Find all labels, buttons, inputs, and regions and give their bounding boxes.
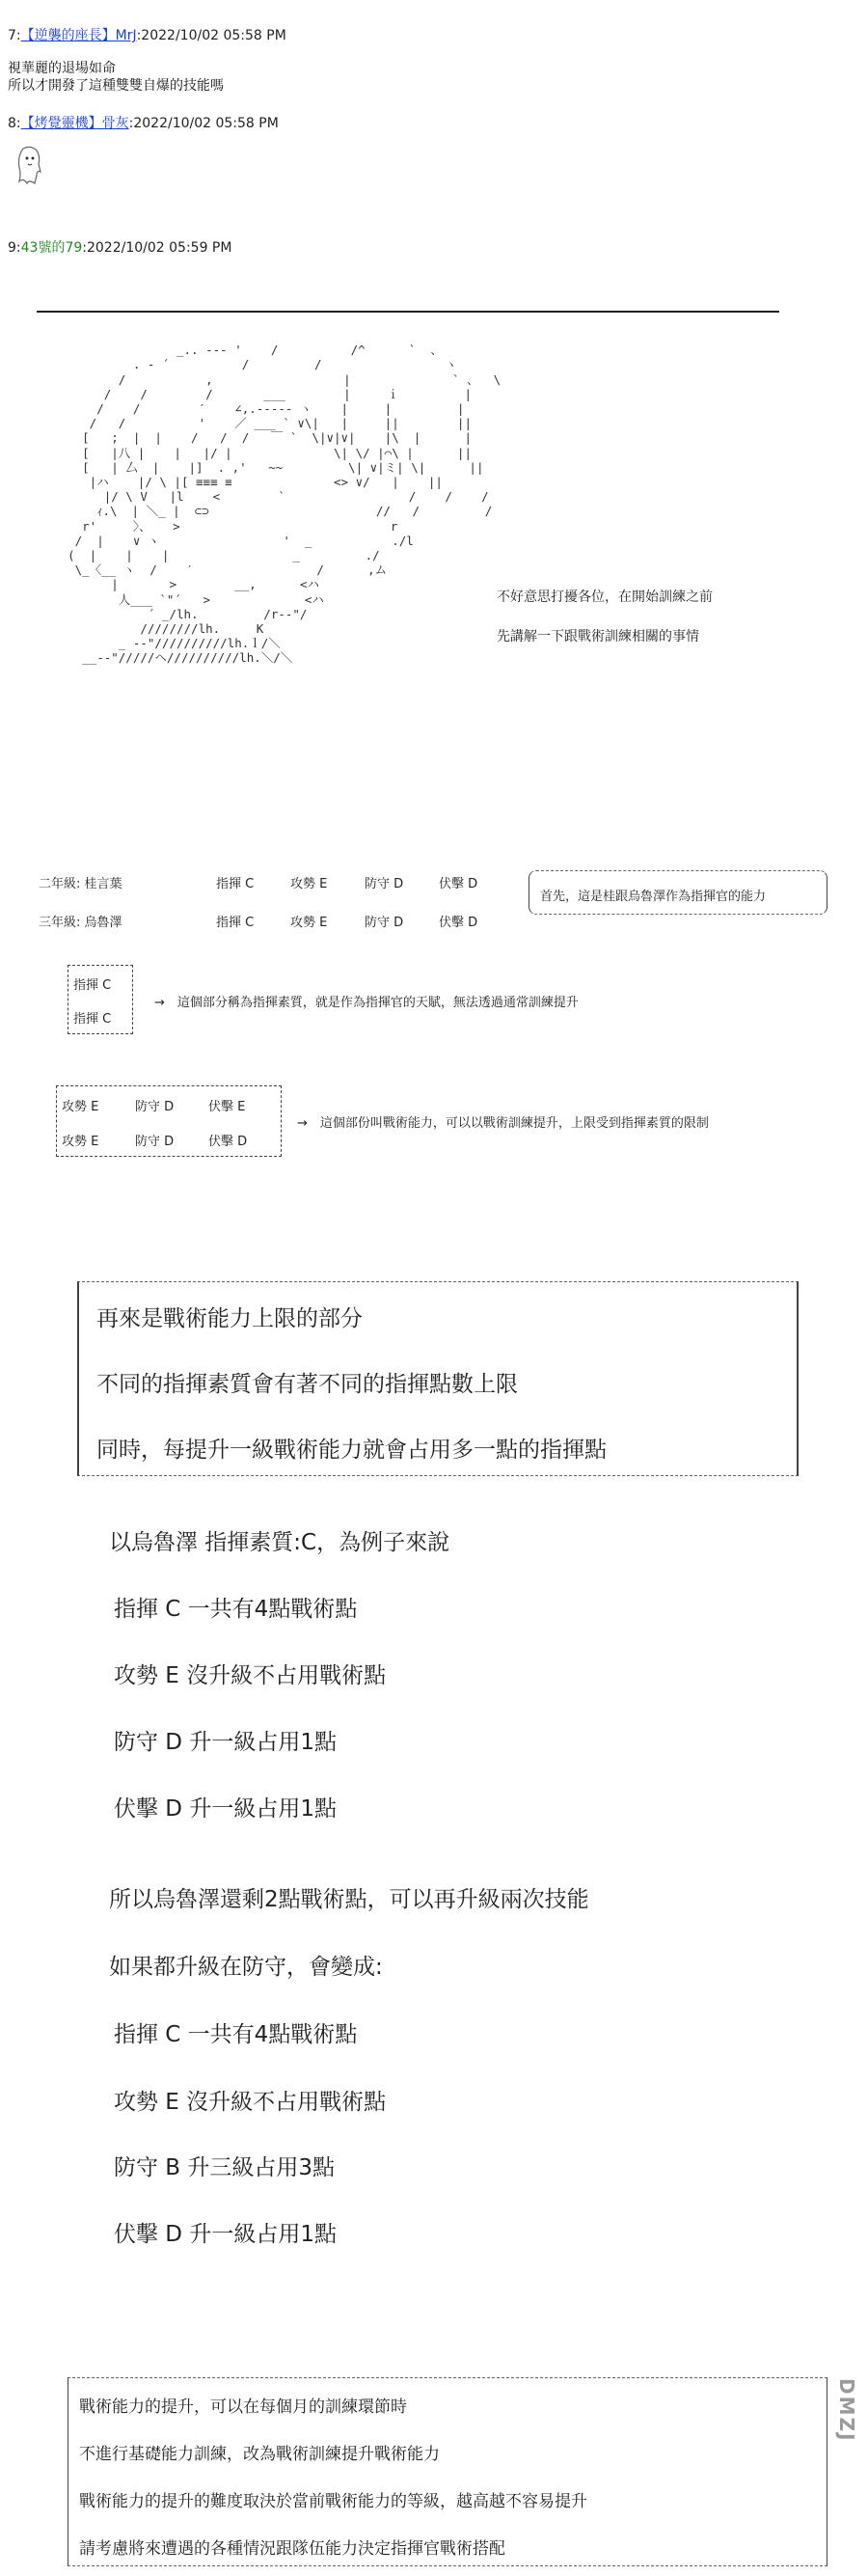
tactic-cell: 攻勢 E <box>62 1100 99 1114</box>
ghost-icon <box>15 145 46 187</box>
mid-line: 所以烏魯澤還剩2點戰術點，可以再升級兩次技能 <box>109 1887 589 1912</box>
tactic-cell: 攻勢 E <box>62 1135 99 1149</box>
mid-line: 如果都升級在防守，會變成: <box>109 1955 383 1980</box>
ascii-art-figure: _.. -‐- ' / /^ ` 、 . ‐ ´ / / ヽ / , | ` 、 \ / / / ___ | ｉ | / / ′ ∠,.-‐--- ヽ | | | / / ' ／ ___ ` ∨\| | || || [ ; | | / / / ￣ ` \|∨|∨| |\ | | [ |八 | | |/ | \| \/ |⌒\ | || [ | 厶 | |] . ,' ~~ \| ∨|ミ| \| || |ハ |/ \ |[ ≡≡≡ ≡ <> ∨/ | || |/ \ V |l < ` / / / ｨ.\ | ＼_ | ⊂⊃ // / / r' 〉、 > r / | ∨ ヽ ' _ ./l ( | | | _ ./ \_〈__ ヽ / ′ / ,ム | > __, <ハ 人___ `"´ > <ハ ´ _/lh. /r--"/ ////////lh. K _ -‐"//////////lh.ｌ/＼ __-‐"/////ヘ//////////lh.＼/＼ <box>68 343 502 666</box>
intro-line: 不好意思打擾各位，在開始訓練之前 <box>497 589 713 605</box>
stats-cmd-1: 指揮 C <box>216 877 255 891</box>
tactic-cell: 防守 D <box>135 1135 175 1149</box>
poster-name-link[interactable]: 【逆襲的座長】MrJ <box>20 28 137 43</box>
example2-line: 伏擊 D 升一級占用1點 <box>114 2222 337 2247</box>
example2-line: 指揮 C 一共有4點戰術點 <box>114 2022 358 2047</box>
post-body-7 <box>8 60 224 95</box>
post-header-9 <box>8 237 231 257</box>
command-note: → 這個部分稱為指揮素質，就是作為指揮官的天賦，無法透過通常訓練提升 <box>154 996 579 1010</box>
post-header-8 <box>8 113 279 132</box>
training-line: 戰術能力的提升，可以在每個月的訓練環節時 <box>79 2398 407 2417</box>
post-number: 8: <box>8 116 21 131</box>
example1-line: 指揮 C 一共有4點戰術點 <box>114 1597 358 1622</box>
stats-rank-2: 三年級: 烏魯澤 <box>39 916 122 930</box>
example2-line: 防守 B 升三級占用3點 <box>114 2155 336 2180</box>
post-line: 視華麗的退場如命 <box>8 61 116 76</box>
tactic-cell: 伏擊 D <box>208 1135 248 1149</box>
example1-line: 伏擊 D 升一級占用1點 <box>114 1796 337 1822</box>
stats-def-1: 防守 D <box>365 877 404 891</box>
training-line: 請考慮將來遭遇的各種情況跟隊伍能力決定指揮官戰術搭配 <box>79 2539 505 2559</box>
stats-rank-1: 二年級: 桂言葉 <box>39 877 122 891</box>
limit-line: 同時，每提升一級戰術能力就會占用多一點的指揮點 <box>96 1438 607 1463</box>
command-box-line: 指揮 C <box>73 978 112 993</box>
site-watermark: DMZJ <box>835 2378 858 2443</box>
example2-line: 攻勢 E 沒升級不占用戰術點 <box>114 2090 387 2115</box>
intro-line: 先講解一下跟戰術訓練相關的事情 <box>497 629 699 644</box>
divider-line <box>37 311 779 313</box>
post-number: 7: <box>8 28 21 43</box>
example-title: 以烏魯澤 指揮素質:C，為例子來說 <box>109 1530 450 1555</box>
tactic-cell: 伏擊 E <box>208 1100 246 1114</box>
command-box-line: 指揮 C <box>73 1012 112 1027</box>
stats-atk-2: 攻勢 E <box>290 916 328 930</box>
example1-line: 防守 D 升一級占用1點 <box>114 1730 337 1755</box>
stats-amb-1: 伏擊 D <box>439 877 478 891</box>
limit-line: 不同的指揮素質會有著不同的指揮點數上限 <box>96 1372 518 1397</box>
poster-name-link[interactable]: 43號的79 <box>20 240 83 256</box>
post-time: :2022/10/02 05:59 PM <box>82 240 232 256</box>
post-line: 所以才開發了這種雙雙自爆的技能嗎 <box>8 78 224 94</box>
training-line: 戰術能力的提升的難度取決於當前戰術能力的等級，越高越不容易提升 <box>79 2492 587 2511</box>
training-line: 不進行基礎能力訓練，改為戰術訓練提升戰術能力 <box>79 2445 440 2464</box>
stats-atk-1: 攻勢 E <box>290 877 328 891</box>
limit-line: 再來是戰術能力上限的部分 <box>96 1306 363 1331</box>
callout-text: 首先，這是桂跟烏魯澤作為指揮官的能力 <box>540 890 767 904</box>
post-time: :2022/10/02 05:58 PM <box>128 116 279 131</box>
poster-name-link[interactable]: 【烤覺靈機】骨灰 <box>20 116 129 131</box>
example1-line: 攻勢 E 沒升級不占用戰術點 <box>114 1663 387 1688</box>
stats-def-2: 防守 D <box>365 916 404 930</box>
post-time: :2022/10/02 05:58 PM <box>136 28 286 43</box>
post-header-7 <box>8 25 286 44</box>
post-number: 9: <box>8 240 21 256</box>
tactic-note: → 這個部份叫戰術能力，可以以戰術訓練提升，上限受到指揮素質的限制 <box>297 1116 709 1131</box>
tactic-cell: 防守 D <box>135 1100 175 1114</box>
stats-cmd-2: 指揮 C <box>216 916 255 930</box>
stats-amb-2: 伏擊 D <box>439 916 478 930</box>
